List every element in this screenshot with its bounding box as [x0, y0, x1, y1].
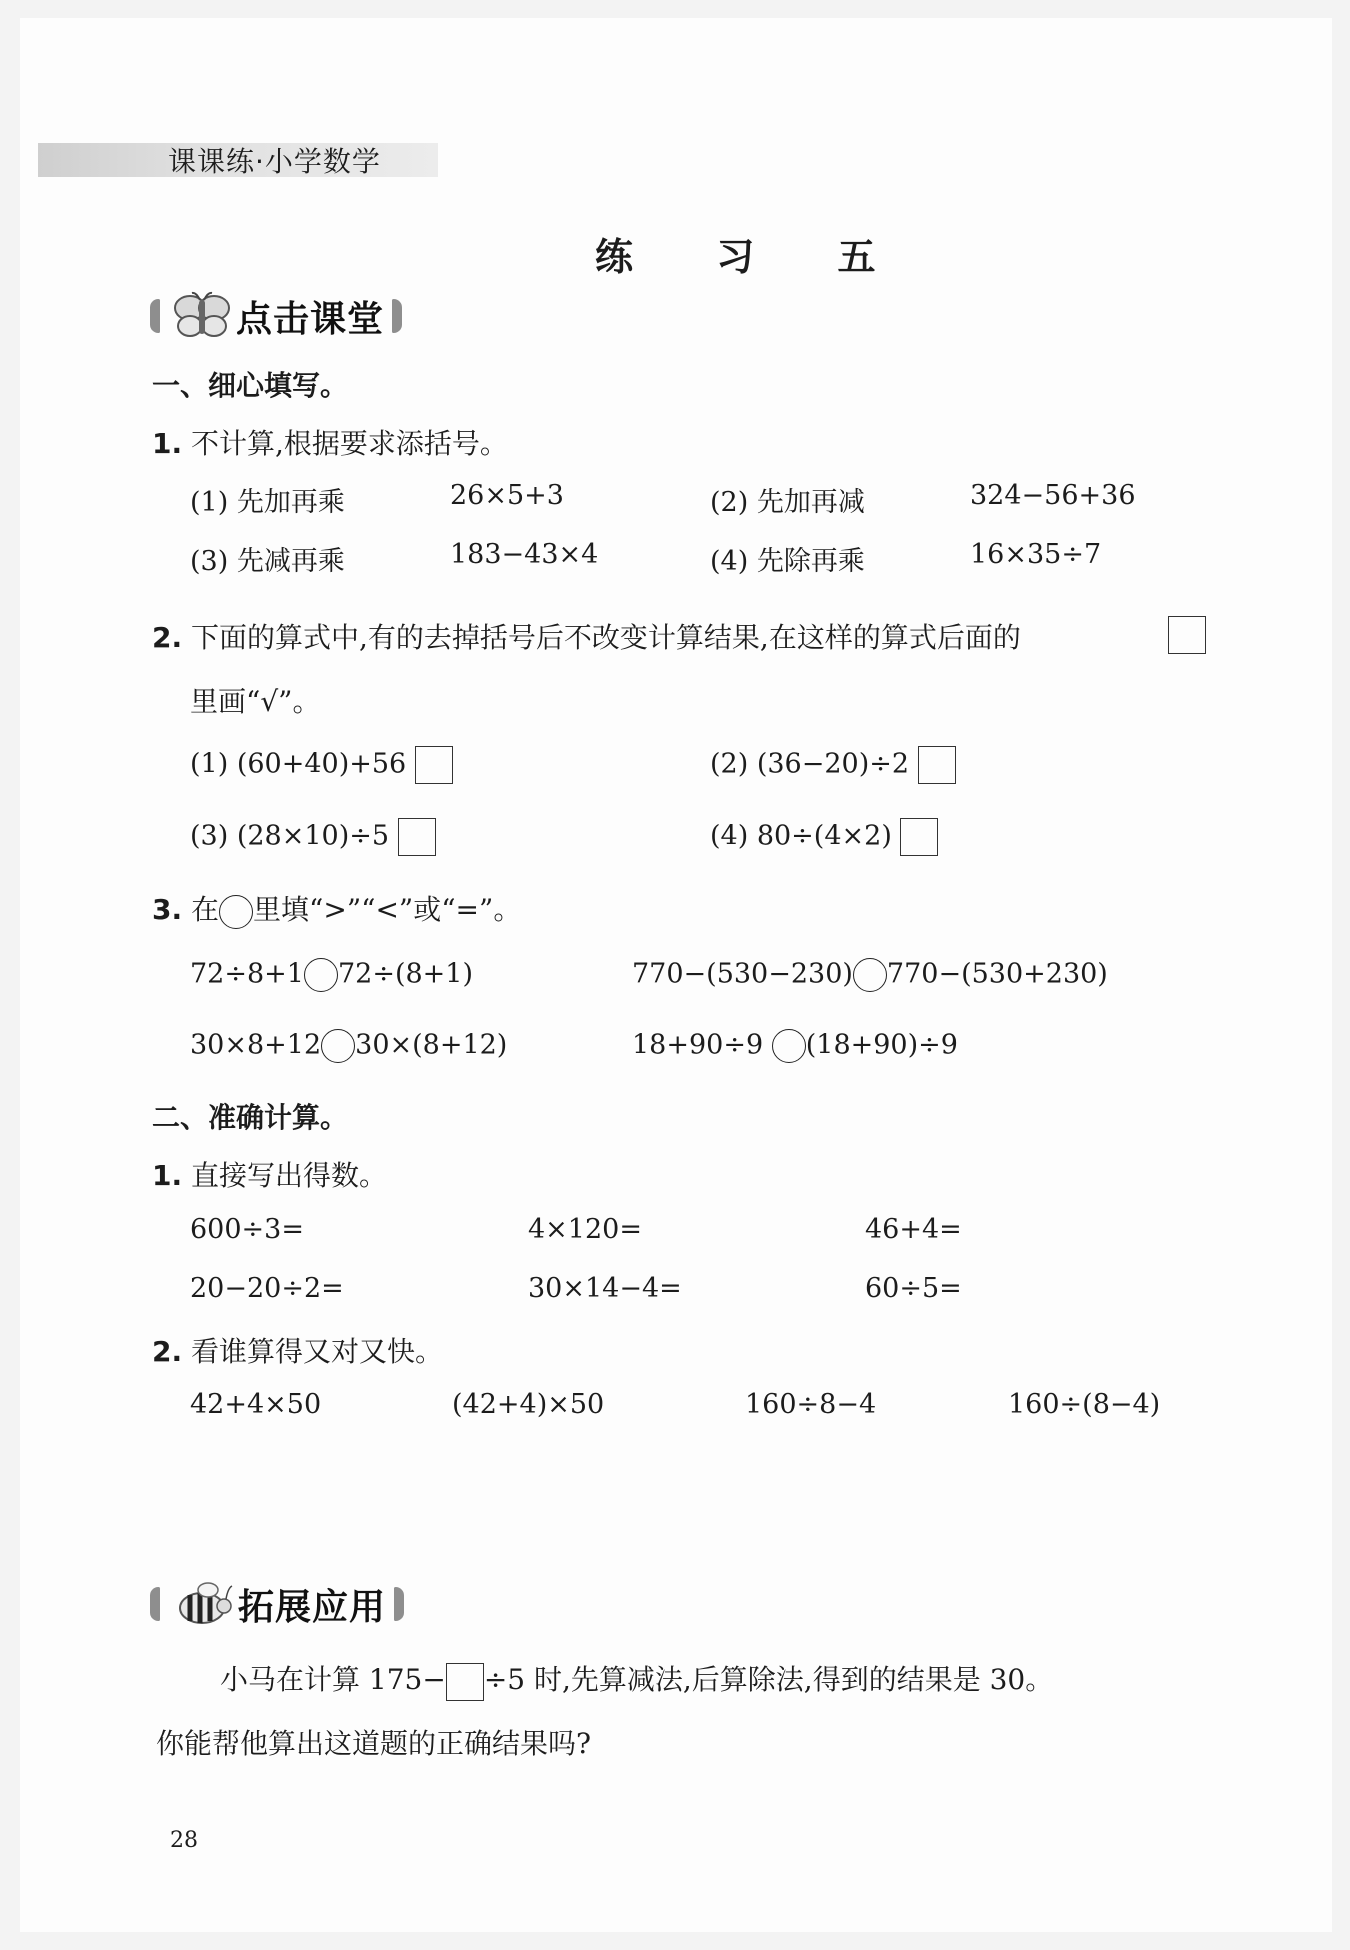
classroom-badge: [150, 290, 402, 342]
compare-circle[interactable]: [321, 1029, 355, 1063]
q1-2-item: [710, 746, 956, 784]
q1-1-item-label: (3) 先减再乘: [190, 546, 345, 577]
q1-1-item-expr: 324−56+36: [970, 480, 1136, 511]
q1-2-prompt: [152, 616, 1021, 656]
compare-circle[interactable]: [772, 1029, 806, 1063]
compare-item: [632, 958, 1108, 992]
q1-2-item: [710, 818, 938, 856]
q1-3-text-pre: 在: [191, 893, 220, 926]
q1-2-expression: (2) (36−20)÷2: [710, 748, 910, 780]
q2-1-prompt: [152, 1154, 387, 1194]
fast-calc-item: 160÷8−4: [745, 1389, 877, 1420]
calc-item: 46+4=: [865, 1214, 962, 1245]
section2-heading: 二、准确计算。: [152, 1101, 349, 1134]
section1-heading: 一、细心填写。: [152, 369, 349, 402]
q1-2-number: 2.: [152, 621, 183, 654]
page-title: 练 习 五: [595, 235, 898, 279]
calc-item: 30×14−4=: [528, 1273, 682, 1304]
calc-item: 600÷3=: [190, 1214, 304, 1245]
fast-calc-item: 160÷(8−4): [1008, 1389, 1161, 1420]
q1-1-prompt: [152, 422, 508, 462]
compare-right: 30×(8+12): [355, 1029, 508, 1061]
q1-2-expression: (1) (60+40)+56: [190, 748, 407, 780]
extension-text-post: ÷5 时,先算减法,后算除法,得到的结果是 30。: [483, 1663, 1054, 1696]
calc-item: 4×120=: [528, 1214, 642, 1245]
q2-2-number: 2.: [152, 1335, 183, 1368]
extension-text-pre: 小马在计算 175−: [220, 1663, 446, 1696]
q1-2-expression: (4) 80÷(4×2): [710, 820, 892, 852]
extension-line2: 你能帮他算出这道题的正确结果吗?: [156, 1727, 592, 1760]
q2-1-number: 1.: [152, 1159, 183, 1192]
badge-right-cap: [394, 1587, 404, 1621]
page-number: 28: [170, 1828, 198, 1853]
q1-2-item: [190, 746, 453, 784]
q1-1-item-label: (1) 先加再乘: [190, 487, 345, 518]
fast-calc-item: (42+4)×50: [452, 1389, 605, 1420]
calc-item: 20−20÷2=: [190, 1273, 344, 1304]
check-box[interactable]: [900, 818, 938, 856]
q1-2-item: [190, 818, 436, 856]
q2-2-text: 看谁算得又对又快。: [191, 1335, 444, 1368]
q1-3-text-post: 里填“>”“<”或“=”。: [253, 893, 522, 926]
worksheet-page: [20, 18, 1332, 1932]
q1-2-text: 下面的算式中,有的去掉括号后不改变计算结果,在这样的算式后面的: [191, 621, 1021, 654]
compare-item: [190, 958, 473, 992]
compare-left: 72÷8+1: [190, 958, 304, 990]
q1-1-item-label: (4) 先除再乘: [710, 546, 865, 577]
compare-item: [190, 1029, 507, 1063]
q1-1-item-expr: 16×35÷7: [970, 539, 1102, 570]
q1-2-text-line2: 里画“√”。: [190, 685, 321, 718]
check-box[interactable]: [415, 746, 453, 784]
q1-1-item-label: (2) 先加再减: [710, 487, 865, 518]
compare-circle[interactable]: [304, 958, 338, 992]
q1-3-number: 3.: [152, 893, 183, 926]
fast-calc-item: 42+4×50: [190, 1389, 322, 1420]
circle-symbol: [219, 895, 253, 929]
q2-1-text: 直接写出得数。: [191, 1159, 388, 1192]
badge-left-cap: [150, 1587, 160, 1621]
compare-left: 770−(530−230): [632, 958, 853, 990]
bee-icon: [168, 1578, 238, 1630]
compare-item: [632, 1029, 958, 1063]
calc-item: 60÷5=: [865, 1273, 962, 1304]
extension-badge: [150, 1578, 404, 1630]
q1-1-item-expr: 26×5+3: [450, 480, 564, 511]
badge-left-cap: [150, 299, 160, 333]
q1-1-text: 不计算,根据要求添括号。: [191, 427, 508, 460]
classroom-badge-label: 点击课堂: [236, 298, 385, 340]
compare-left: 18+90÷9: [632, 1029, 764, 1061]
q1-1-number: 1.: [152, 427, 183, 460]
check-box[interactable]: [918, 746, 956, 784]
book-header: 课课练·小学数学: [168, 145, 381, 178]
compare-circle[interactable]: [853, 958, 887, 992]
compare-right: 72÷(8+1): [337, 958, 473, 990]
q1-1-item-expr: 183−43×4: [450, 539, 599, 570]
badge-right-cap: [392, 299, 402, 333]
q1-3-prompt: [152, 888, 521, 929]
answer-box[interactable]: [1168, 616, 1206, 654]
extension-line1: [220, 1658, 1053, 1701]
butterfly-icon: [168, 290, 236, 342]
q1-2-expression: (3) (28×10)÷5: [190, 820, 390, 852]
check-box[interactable]: [398, 818, 436, 856]
q2-2-prompt: [152, 1330, 443, 1370]
compare-right: (18+90)÷9: [805, 1029, 958, 1061]
compare-left: 30×8+12: [190, 1029, 322, 1061]
compare-right: 770−(530+230): [886, 958, 1108, 990]
blank-box[interactable]: [446, 1663, 484, 1701]
extension-badge-label: 拓展应用: [238, 1586, 387, 1628]
